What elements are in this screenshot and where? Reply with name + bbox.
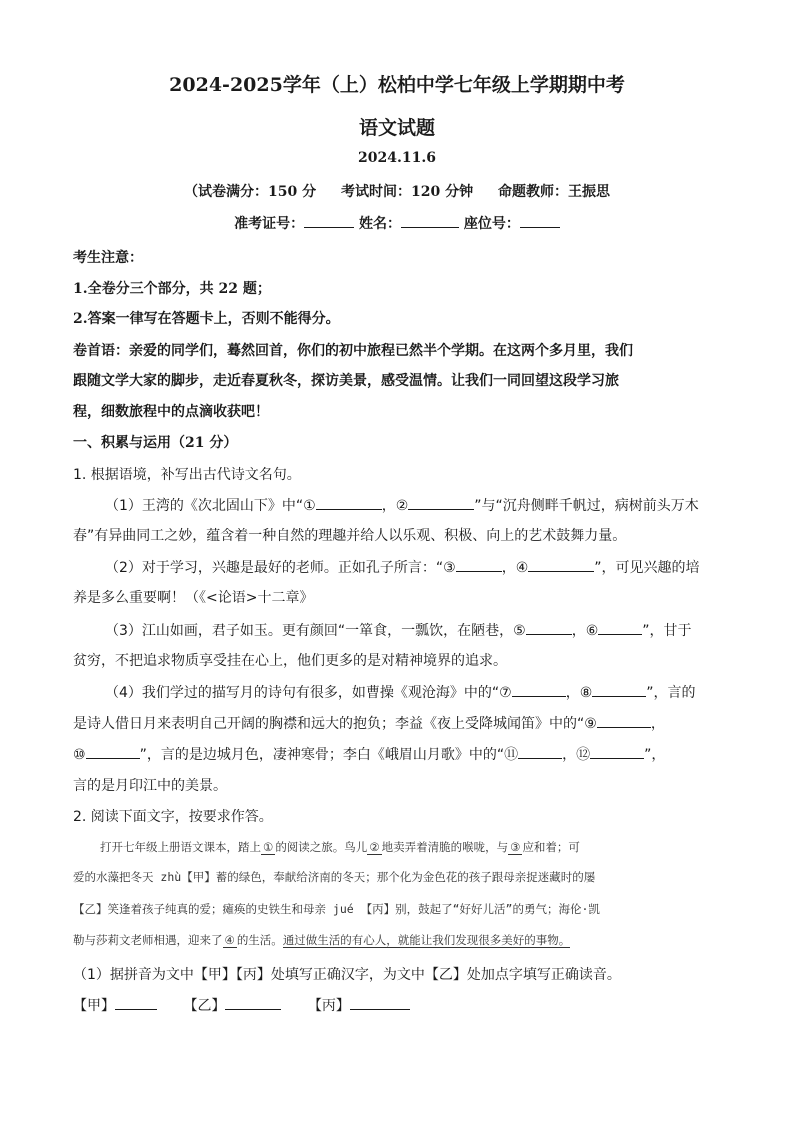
- id-blank[interactable]: [304, 213, 354, 228]
- preface-line-2: 跟随文学大家的脚步，走近春夏秋冬，探访美景，感受温情。让我们一同回望这段学习旅: [73, 373, 619, 389]
- exam-info: [0, 181, 794, 201]
- blank-9[interactable]: [597, 713, 651, 728]
- answer-bing-label: 【丙】: [307, 998, 350, 1014]
- q1-4-line-2: 是诗人借日月来表明自己开阔的胸襟和远大的抱负；李益《夜上受降城闻笛》中的“⑨ ，: [73, 713, 723, 733]
- blank-8[interactable]: [592, 682, 646, 697]
- q1-4-line-3: ⑩ ”，言的是边城月色，凄神寒骨；李白《峨眉山月歌》中的“⑪ ，⑫ ”，: [73, 744, 723, 764]
- seat-blank[interactable]: [520, 213, 560, 228]
- q1-4-line-1: （4）我们学过的描写月的诗句有很多，如曹操《观沧海》中的“⑦ ，⑧ ”，言的: [105, 682, 755, 702]
- seat-label: 座位号：: [463, 216, 520, 232]
- blank-7[interactable]: [512, 682, 566, 697]
- q1-2-line-1: （2）对于学习，兴趣是最好的老师。正如孔子所言：“③ ，④ ”，可见兴趣的培: [105, 557, 755, 577]
- exam-time: 考试时间：120 分钟: [341, 184, 474, 200]
- notice-item-2: 2.答案一律写在答题卡上，否则不能得分。: [73, 311, 340, 327]
- preface-line-3: 程，细数旅程中的点滴收获吧！: [73, 404, 269, 420]
- blank-5[interactable]: [526, 620, 572, 635]
- blank-12[interactable]: [590, 744, 644, 759]
- notice-heading: 考生注意：: [73, 250, 143, 266]
- q1-3-line-1: （3）江山如画，君子如玉。更有颜回“一箪食，一瓢饮，在陋巷，⑤ ，⑥ ”，甘于: [105, 620, 755, 640]
- id-label: 准考证号：: [234, 216, 305, 232]
- q2-passage-line-3: 【乙】笑逢着孩子纯真的爱；瘫痪的史铁生和母亲 jué 【丙】别，鼓起了“好好儿活”的勇气；海伦·凯: [73, 902, 600, 916]
- q2-passage-line-4: 勒与莎莉文老师相遇，迎来了 ④ 的生活。通过做生活的有心人，就能让我们发现很多美好的事物。: [73, 933, 571, 947]
- name-label: 姓名：: [359, 216, 401, 232]
- notice-item-1: 1.全卷分三个部分，共 22 题；: [73, 281, 271, 297]
- candidate-info-line: [0, 213, 794, 233]
- q1-4-line-4: 言的是月印江中的美景。: [73, 778, 227, 794]
- answer-jia-label: 【甲】: [73, 998, 115, 1014]
- blank-6[interactable]: [598, 620, 642, 635]
- q2-passage-line-2: 爱的水藻把冬天 zhù【甲】蓄的绿色，奉献给济南的冬天；那个化为金色花的孩子跟母亲捉迷藏时的屡: [73, 870, 596, 884]
- blank-11[interactable]: [518, 744, 562, 759]
- name-blank[interactable]: [401, 213, 459, 228]
- full-score: （试卷满分：150 分: [184, 184, 317, 200]
- q1-3-line-2: 贫穷，不把追求物质享受挂在心上，他们更多的是对精神境界的追求。: [73, 653, 507, 669]
- exam-subtitle: 语文试题: [358, 117, 435, 139]
- q1-stem: 1. 根据语境，补写出古代诗文名句。: [73, 467, 301, 483]
- q2-1-instruction: （1）据拼音为文中【甲】【丙】处填写正确汉字，为文中【乙】处加点字填写正确读音。: [73, 967, 621, 983]
- q2-1-answers: [73, 995, 723, 1015]
- blank-10[interactable]: [86, 744, 140, 759]
- blank-2[interactable]: [408, 495, 474, 510]
- blank-3[interactable]: [456, 557, 502, 572]
- q2-stem: 2. 阅读下面文字，按要求作答。: [73, 809, 273, 825]
- q1-1-line-2: 春”有异曲同工之妙，蕴含着一种自然的理趣并给人以乐观、积极、向上的艺术鼓舞力量。: [73, 528, 627, 544]
- exam-title: 2024-2025学年（上）松柏中学七年级上学期期中考: [169, 74, 625, 96]
- answer-yi-label: 【乙】: [183, 998, 226, 1014]
- blank-4[interactable]: [528, 557, 594, 572]
- exam-teacher: 命题教师：王振思: [497, 184, 610, 200]
- answer-bing-blank[interactable]: [350, 995, 410, 1010]
- exam-date: 2024.11.6: [358, 150, 436, 166]
- preface-line-1: 卷首语：亲爱的同学们，蓦然回首，你们的初中旅程已然半个学期。在这两个多月里，我们: [73, 343, 633, 359]
- section-1-heading: 一、积累与运用（21 分）: [73, 435, 238, 451]
- q2-passage-line-1: 打开七年级上册语文课本，踏上 ① 的阅读之旅。鸟儿 ② 地卖弄着清脆的喉咙，与 ③ 应和着；可: [100, 840, 580, 854]
- answer-yi-blank[interactable]: [225, 995, 281, 1010]
- q1-1-line-1: （1）王湾的《次北固山下》中“① ，② ”与“沉舟侧畔千帆过，病树前头万木: [105, 495, 755, 515]
- answer-jia-blank[interactable]: [115, 995, 157, 1010]
- blank-1[interactable]: [316, 495, 382, 510]
- q1-2-line-2: 养是多么重要啊！（《<论语>十二章》: [73, 590, 314, 606]
